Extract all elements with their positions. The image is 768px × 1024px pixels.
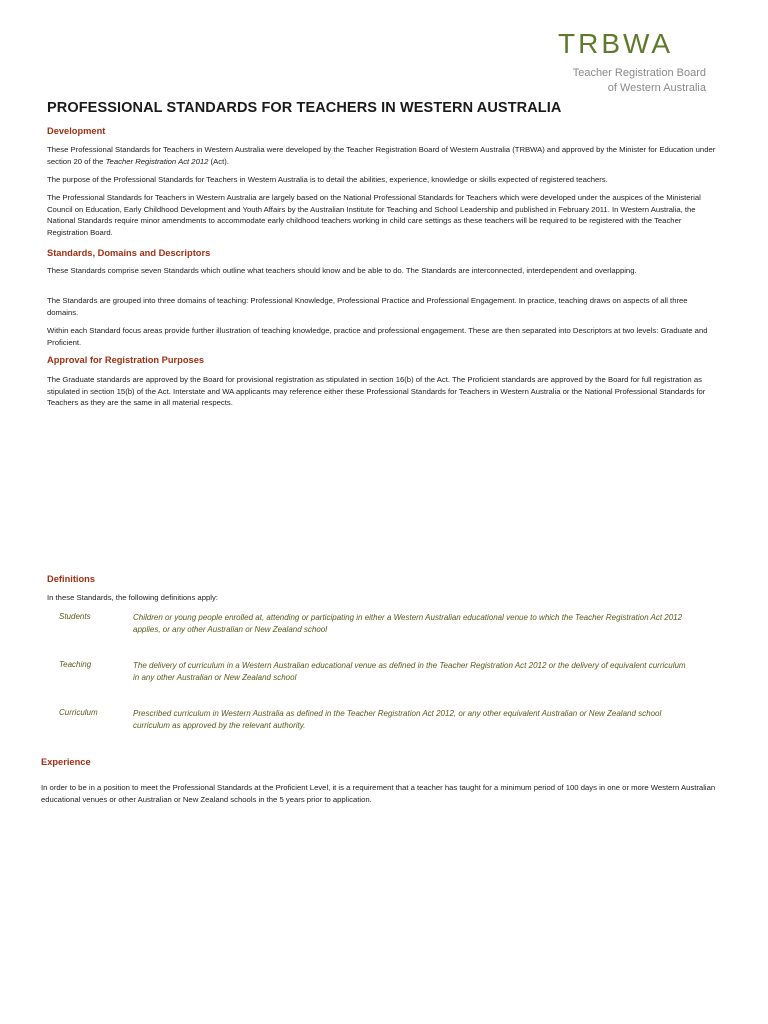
definition-term: Students (59, 612, 91, 621)
definitions-table (59, 612, 699, 756)
approval-paragraph-1 (47, 374, 717, 409)
dev-p2-text: The purpose of the Professional Standards for Teachers in Western Australia is to detail the abilities, experience, knowledge or skills expected of registered teachers. (47, 175, 608, 184)
approval-heading: Approval for Registration Purposes (47, 355, 205, 365)
experience-heading: Experience (41, 757, 91, 767)
page-title: PROFESSIONAL STANDARDS FOR TEACHERS IN WESTERN AUSTRALIA (47, 100, 562, 116)
experience-p1-text: In order to be in a position to meet the Professional Standards at the Proficient Level, it is a requirement that a teacher has taught for a minimum period of 100 days in one or more Western Australian educational venues or other Australian or New Zealand schools in the 5 years prior to application. (41, 783, 716, 804)
definition-row (59, 612, 699, 660)
standards-paragraph-2 (47, 295, 717, 318)
trbwa-logo (558, 30, 718, 96)
definition-text: Children or young people enrolled at, attending or participating in either a Western Australian educational venue to which the Teacher Registration Act 2012 applies, or any other Australian or New Zealand school (133, 613, 683, 634)
logo-mark: TRBWA (558, 28, 674, 59)
logo-subtitle (558, 66, 706, 96)
definitions-intro-text: In these Standards, the following definitions apply: (47, 593, 218, 602)
development-paragraph-3 (47, 192, 717, 238)
experience-paragraph-1 (41, 782, 729, 805)
definition-term: Curriculum (59, 708, 98, 717)
definition-row (59, 708, 699, 756)
definition-text: The delivery of curriculum in a Western Australian educational venue as defined in the Teacher Registration Act 2012 or the delivery of equivalent curriculum in any other Australian or New Zealand school (133, 661, 686, 682)
definition-row (59, 660, 699, 708)
definition-term: Teaching (59, 660, 92, 669)
development-heading: Development (47, 126, 106, 136)
definitions-section (47, 574, 717, 584)
logo-subtitle-line2: of Western Australia (607, 82, 706, 94)
standards-section (47, 248, 717, 258)
dev-p1-end: (Act). (208, 156, 229, 166)
dev-p1-act: Teacher Registration Act 2012 (105, 156, 209, 166)
development-paragraph-1 (47, 144, 717, 167)
logo-subtitle-line1: Teacher Registration Board (572, 67, 706, 79)
approval-p1-text: The Graduate standards are approved by the Board for provisional registration as stipulated in section 16(b) of the Act. The Proficient standards are approved by the Board for full registration as stipulated in section 15(b) of the Act. Interstate and WA applicants may reference either these Professional Standards for Teachers in Western Australia or the National Professional Standards for Teachers as they are the same in all material respects. (47, 375, 706, 408)
standards-paragraph-1 (47, 265, 717, 277)
dev-p1-text: These Professional Standards for Teachers in Western Australia were developed by the Teacher Registration Board of Western Australia (TRBWA) and approved by the Minister for Education under section 20 of the (47, 145, 716, 166)
dev-p3-text: The Professional Standards for Teachers in Western Australia are largely based on the National Professional Standards for Teachers which were developed under the auspices of the Ministerial Council on Education, Early Childhood Development and Youth Affairs by the Australian Institute for Teaching and School Leadership and published in February 2011. In Western Australia, the National Standards require minor amendments to accommodate early childhood teachers working in child care settings as these teachers will be required to be registered with the Teacher Registration Board. (47, 193, 701, 237)
standards-paragraph-3 (47, 325, 717, 348)
definition-text: Prescribed curriculum in Western Australia as defined in the Teacher Registration Act 2012, or any other equivalent Australian or New Zealand school curriculum as approved by the relevant authority. (133, 709, 662, 730)
std-p3-text: Within each Standard focus areas provide further illustration of teaching knowledge, practice and professional engagement. These are then separated into Descriptors at two levels: Graduate and Proficient. (47, 326, 708, 347)
approval-section (47, 355, 717, 365)
std-p1-text: These Standards comprise seven Standards which outline what teachers should know and be able to do. The Standards are interconnected, interdependent and overlapping. (47, 266, 637, 275)
definitions-intro (47, 592, 717, 604)
experience-section (41, 757, 711, 767)
development-section (47, 126, 717, 136)
standards-heading: Standards, Domains and Descriptors (47, 248, 211, 258)
definitions-heading: Definitions (47, 574, 96, 584)
std-p2-text: The Standards are grouped into three domains of teaching: Professional Knowledge, Professional Practice and Professional Engagement. In practice, teaching draws on aspects of all three domains. (47, 296, 688, 317)
development-paragraph-2 (47, 174, 717, 186)
